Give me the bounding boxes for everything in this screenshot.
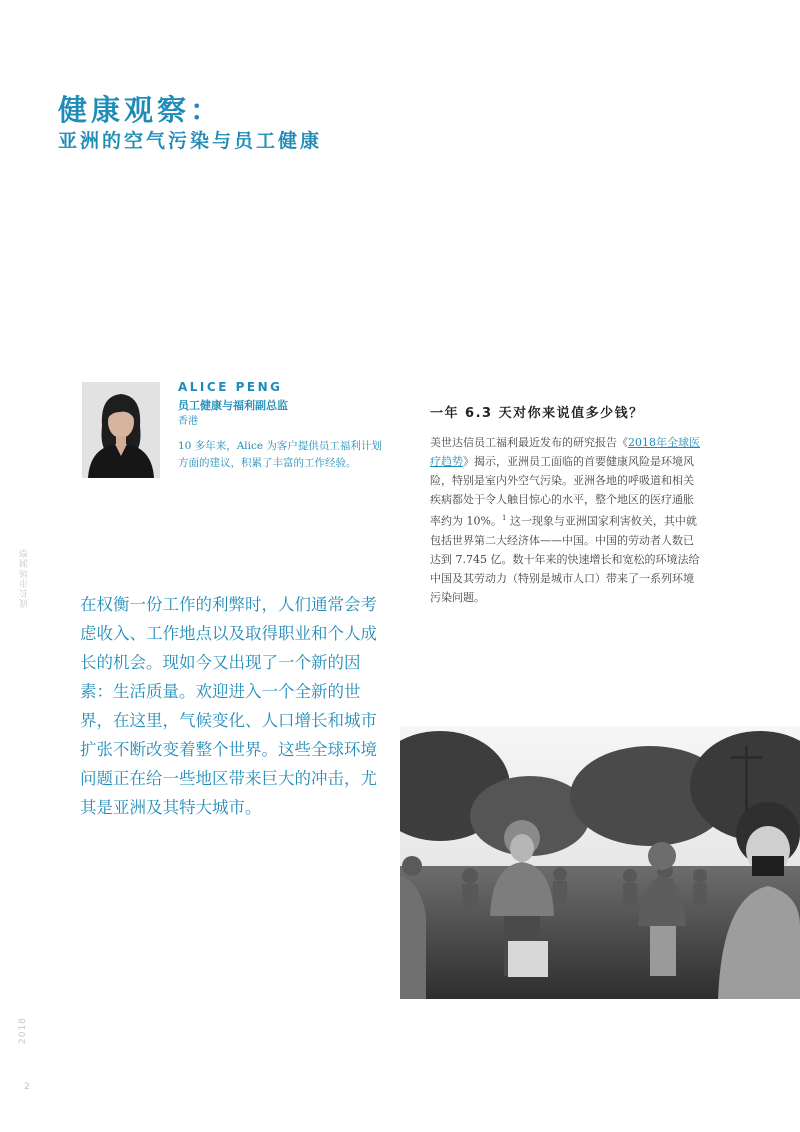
section-heading: 一年 6.3 天对你来说值多少钱？ [430, 406, 644, 421]
page-title: 健康观察： [58, 93, 224, 127]
body-text-rest: 这一现象与亚洲国家利害攸关，其中就包括世界第二大经济体——中国。中国的劳动者人数已达到 7.745 亿。数十年来的快速增长和宽松的环境法给中国及其劳动力（特别是城市人口）带来了一系列环境污染问题。 [430, 514, 700, 604]
pull-quote: 在权衡一份工作的利弊时，人们通常会考虑收入、工作地点以及取得职业和个人成长的机会。现如今又出现了一个新的因素：生活质量。欢迎进入一个全新的世界，在这里，气候变化、人口增长和城市扩张不断改变着整个世界。这些全球环境问题正在给一些地区带来巨大的冲击，尤其是亚洲及其特大城市。 [80, 595, 377, 817]
page-number: 2 [24, 1082, 30, 1092]
author-name: ALICE PENG [178, 380, 283, 394]
section-body [430, 433, 704, 607]
report-link[interactable]: 2018年全球医疗趋势 [430, 436, 700, 468]
author-portrait-illustration [82, 382, 160, 478]
author-role: 员工健康与福利副总监 [178, 399, 288, 412]
author-portrait [82, 382, 160, 478]
publication-side-label: 成长市场洞察 [20, 548, 30, 608]
author-bio: 10 多年来，Alice 为客户提供员工福利计划方面的建议，积累了丰富的工作经验。 [178, 440, 382, 469]
author-location: 香港 [178, 416, 198, 427]
footnote-marker: 1 [501, 514, 507, 522]
street-scene-illustration [400, 726, 800, 999]
body-text-intro: 美世达信员工福利最近发布的研究报告《 [430, 436, 628, 449]
street-scooter-photo [400, 726, 800, 999]
page-subtitle: 亚洲的空气污染与员工健康 [58, 130, 323, 152]
body-text-main: 》揭示，亚洲员工面临的首要健康风险是环境风险，特别是室内外空气污染。亚洲各地的呼吸道和相关疾病都处于令人触目惊心的水平，整个地区的医疗通胀率约为 10%。 [430, 455, 694, 528]
year-side-label: 2018 [18, 1017, 28, 1044]
